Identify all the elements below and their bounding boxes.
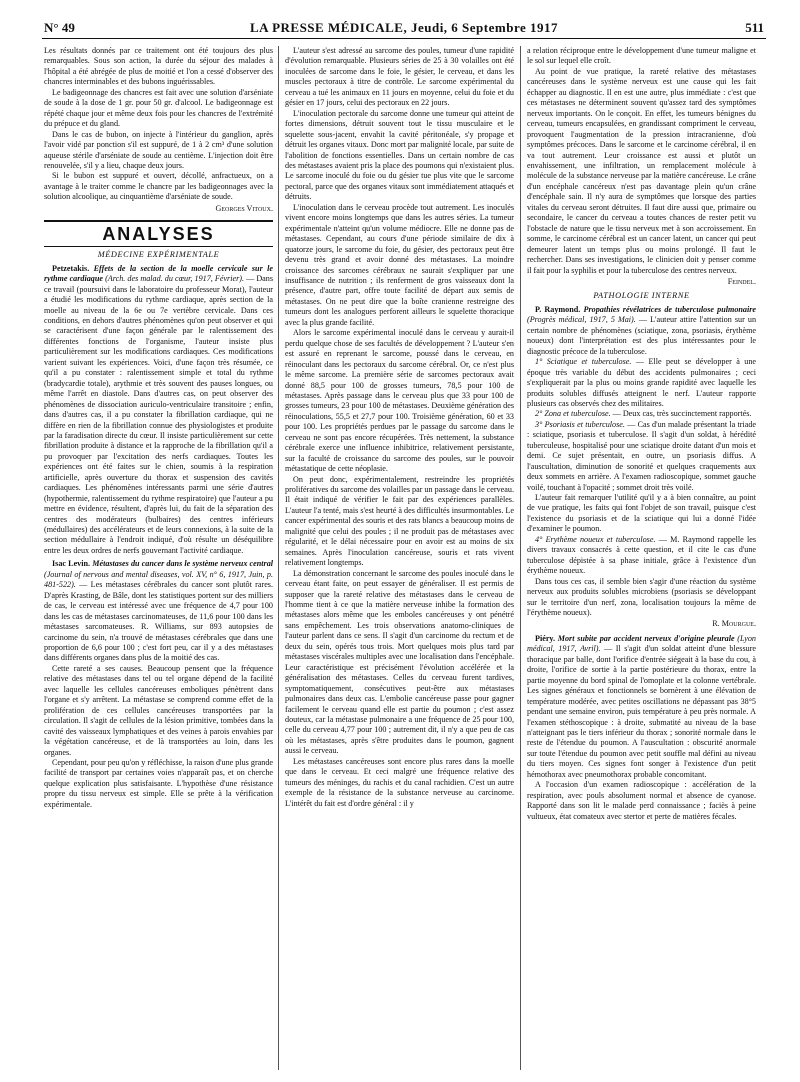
list-item-heading: 2° Zona et tuberculose.: [535, 409, 611, 419]
paragraph: Si le bubon est suppuré et ouvert, décollé, anfractueux, on a avantage à le traiter comme le chancre par les badigeonnages avec la solution alcoolique, au cinquantième d'arséniate de soude.: [44, 171, 273, 202]
abstract-reference: (Lyon médical, 1917, Avril).: [527, 633, 756, 654]
abstract-paragraph: [44, 264, 273, 557]
list-item: [527, 420, 756, 493]
abstract-paragraph: [44, 559, 273, 664]
list-item-text: — M. Raymond rappelle les divers travaux consacrés à cette question, et il cite le cas d'une tuberculose dépistée à sa phase initiale, grâce à l'existence d'un érythème noueux.: [527, 534, 756, 576]
abstract-paragraph: [527, 305, 756, 357]
paragraph: L'inoculation pectorale du sarcome donne une tumeur qui atteint de fortes dimensions, détruit souvent tout le tissu musculaire et le squelette sous-jacent, envahit la cavité péritonéale, s'y propage et détruit les organes vitaux. Donc mort par malignité locale, par suite de l'abolition de fonctions essentielles. Dans un certain nombre de cas des métastases avaient pris la place des poumons qui n'existaient plus. Le sarcome inoculé du foie ou du gésier tue plus vite que le sarcome pectoral, parce que des organes vitaux sont immédiatement attaqués et détruits.: [285, 108, 514, 202]
column-rule-1: [278, 46, 279, 1070]
rubric-heading: PATHOLOGIE INTERNE: [593, 291, 690, 301]
section-header: [44, 220, 273, 247]
paragraph: Alors le sarcome expérimental inoculé dans le cerveau y aurait-il perdu quelque chose de ses facultés de développement ? L'auteur s'en est assuré en reprenant le sarcome, poussé dans le cerveau, en réinoculant dans les pectoraux du sarcome cérébral. Or, ce n'est plus le même sarcome. La première série de sarcomes pectoraux avait donné 88,5 pour 100 de grosses tumeurs, 78,5 pour 100 de métastases. Après passage dans le cerveau plus que 33 pour 100 de grosses tumeurs, 23 pour 100 de métastases. Deuxième génération des réinoculations, 55,5 et 27,7 pour 100. Troisième génération, 60 et 33 pour 100. Les propriétés perdues par le passage du sarcome dans le cerveau ne sont pas encore récupérées. Très nettement, la substance cérébrale exerce une influence inhibitrice, relativement persistante, sur la faculté de croissance du sarcome des poules, sur le pouvoir métastatique de cette néoplasie.: [285, 328, 514, 474]
list-item: [527, 409, 756, 419]
column-3: [527, 46, 756, 1070]
author-signature: R. Mourgue.: [712, 619, 756, 629]
paragraph: a relation réciproque entre le développement d'une tumeur maligne et le sol sur lequel elle croît.: [527, 46, 756, 66]
abstract-body: — Dans ce travail (poursuivi dans le laboratoire du professeur Morat), l'auteur a étudié les modifications du rythme cardiaque, après section de la moelle au niveau de la 6e ou 7e vertèbre cervicale. Dans ces conditions, en dehors d'autres phénomènes qu'on peut observer et qui se caractérisent d'une façon générale par le ralentissement des différentes fonctions de l'organisme, l'auteur insiste plus particulièrement sur les modifications cardiaques. Ces modifications varient suivant les expériences. Voici, d'une façon très résumée, ce qu'il a pu constater : ralentissement simple et total du rythme (bradycardie totale), arythmie et très souvent des pauses longues, ou même l'arrêt en diastole. Dans d'autres cas, on peut observer des phénomènes de dissociation auriculo-ventriculaire transitoire ; enfin, dans d'autres cas, il a pu constater la fibrillation cardiaque, qui ne diffère en rien de la fibrillation connue des physiologistes et produite par la faradisation directe du cœur. Il insiste particulièrement sur cette fibrillation produite à distance et la rapproche de la fibrillation qu'il a pu provoquer par l'excitation des nerfs cardiaques. Toutes les expériences ont été faites sur le chien, soumis à la respiration artificielle, après ouverture du thorax et suspension des cavités cardiaques. Les phénomènes intéressants parmi une série d'autres (hypothermie, ralentissement du rythme respiratoire) que l'auteur a pu mettre en évidence, résultent, d'après lui, du fait de la séparation des centres des modérateurs (bulbaires) des centres inférieurs (médullaires) des accélérateurs et de leurs connexions, à la suite de la section médullaire à l'endroit indiqué, d'où résulte un déséquilibre entre les deux ordres de nerfs gouvernant l'activité cardiaque.: [44, 274, 273, 555]
paragraph: A l'occasion d'un examen radioscopique : accélération de la respiration, avec pouls absolument normal et absence de cyanose. Rapporté dans son lit le malade perd connaissance ; faciès à peine vultueux, état comateux avec stertor et perte de matières fécales.: [527, 780, 756, 821]
abstract-reference: (Arch. des malad. du cœur, 1917, Février).: [105, 274, 244, 284]
section-title: ANALYSES: [102, 224, 215, 245]
paragraph: L'auteur s'est adressé au sarcome des poules, tumeur d'une rapidité d'évolution remarquable. Plusieurs séries de 25 à 30 volailles ont été inoculées de sarcome dans le foie, le gésier, le cerveau, et dans les muscles pectoraux à titre de contrôle. Le sarcome expérimental du cerveau a tué les animaux en 11 jours en moyenne, celui du foie et du gésier en 17 jours, celui des pectoraux en 22 jours.: [285, 46, 514, 108]
author-signature: Georges Vitoux.: [215, 203, 273, 213]
abstract-title: Métastases du cancer dans le système nerveux central: [92, 559, 273, 569]
column-2: [285, 46, 514, 1070]
column-rule-2: [520, 46, 521, 1070]
paragraph: Dans tous ces cas, il semble bien s'agir d'une réaction du système nerveux aux produits solubles microbiens (psoriasis se développant sur le territoire d'un nerf, zona, localisation toujours la même de l'érythème noueux).: [527, 576, 756, 618]
list-item: [527, 535, 756, 577]
paragraph: La démonstration concernant le sarcome des poules inoculé dans le cerveau étant faite, on peut essayer de généraliser. Il est permis de supposer que la rareté relative des métastases dans le cerveau de l'homme tient à ce que la matière nerveuse inhibe la formation des métastases alors même que les emboles cancéreuses y ont pénétré sans empêchement. Les trois observations anatomo-cliniques de l'auteur parlent dans ce sens. Il s'agit d'un carcinome du rectum et de deux du sein, opérés tous trois. Mort quelques mois plus tard par métastases viscérales multiples avec une localisation dans l'encéphale. Leur caractéristique est précisément l'évolution accélérée et la généralisation des métastases. Celles du cerveau furent tardives, symptomatiquement, consécutives peut-être aux métastases pulmonaires dans deux cas. L'embolie cancéreuse passe pour gagner facilement le cerveau quand elle est partie du poumon ; c'est assez douteux, car la métastase pulmonaire a une fréquence de 25 pour 100, celle du cerveau 4,77 pour 100 ; autrement dit, il n'y a que peu de cas où les métastases, après s'être produites dans le poumon, gagnent aussi le cerveau.: [285, 568, 514, 756]
paragraph: Cette rareté a ses causes. Beaucoup pensent que la fréquence relative des métastases dans tel ou tel organe dépend de la facilité avec laquelle les cellules cancéreuses emboliques pénètrent dans l'organe et s'y arrêtent. La métastase se comprend comme effet de la prolifération de ces cellules cancéreuses transportées par la circulation. Il s'agit de cellules de la lésion primitive, tombées dans la cavité des vaisseaux lymphatiques et des veines à parois envahies par la végétation cancéreuse, et de là transportées au loin, dans les organes.: [44, 663, 273, 757]
paragraph: Dans le cas de bubon, on injecte à l'intérieur du ganglion, après l'avoir vidé par ponction s'il est suppuré, de 1 à 2 cm³ d'une solution aqueuse stérile d'arséniate de soude au centième. L'injection doit être renouvelée, s'il y a lieu, chaque deux jours.: [44, 129, 273, 170]
paragraph: L'inoculation dans le cerveau procède tout autrement. Les inoculés vivent encore moins longtemps que dans les autres séries. La tumeur expérimentale n'atteint qu'un volume médiocre. Elle ne donne pas de métastases. Cependant, au cours d'une période similaire de dix à quatorze jours, le sarcome du foie, du gésier, des pectoraux peut être devenu très grand et avoir donné des métastases. La moindre croissance des sarcomes cérébraux ne saurait s'expliquer par une insuffisance de nutrition ; ils renferment de gros vaisseaux dont la présence, d'autre part, offre toute facilité de départ aux semis de métastases. On ne peut dire que la boîte cranienne restreigne des tumeurs dont les analogues perforent ailleurs le squelette thoracique avec la plus grande facilité.: [285, 202, 514, 327]
list-item-heading: 3° Psoriasis et tuberculose.: [535, 419, 625, 429]
paragraph: Les métastases cancéreuses sont encore plus rares dans la moelle que dans le cerveau. Et ceci malgré une fréquence relative des tumeurs des méninges, du rachis et du canal rachidien. C'est un autre exemple de la résistance de la substance nerveuse au carcinome. L'intérêt du fait est d'ordre général : il y: [285, 756, 514, 808]
list-item: [527, 357, 756, 409]
abstract-paragraph: [527, 634, 756, 780]
abstract-author: Petzetakis.: [52, 263, 90, 273]
column-1: [44, 46, 273, 1070]
list-item-text: — Deux cas, très succinctement rapportés.: [612, 409, 752, 419]
abstract-body: — L'auteur attire l'attention sur un certain nombre de phénomènes (sciatique, zona, psoriasis, érythème noueux) dont l'interprétation est des plus intéressantes pour le diagnostic précoce de la tuberculose.: [527, 315, 756, 356]
issue-number: N° 49: [44, 20, 75, 35]
abstract-title: Effets de la section de la moelle cervicale sur le rythme cardiaque: [44, 263, 273, 284]
paragraph: L'auteur fait remarquer l'utilité qu'il y a à bien connaître, au point de vue pratique, les faits qui font l'objet de son travail, puisque c'est l'existence du psoriasis et de la sciatique qui lui a donné l'idée d'examiner le poumon.: [527, 493, 756, 534]
paragraph: Les résultats donnés par ce traitement ont été toujours des plus remarquables. Sous son action, la durée du séjour des malades à l'hôpital a été abrégée de plus de moitié et l'on a cessé d'observer des chancres interminables et des bubons inguérissables.: [44, 46, 273, 87]
paragraph: On peut donc, expérimentalement, restreindre les propriétés prolifératives du sarcome des volailles par un passage dans le cerveau. Il était indiqué de vérifier le fait par des expériences parallèles. L'auteur l'a tenté, mais s'est heurté à des difficultés insurmontables. Le cancer expérimental des souris et des rats blancs a beaucoup moins de malignité que celui des poules ; il ne produit pas de métastases avec régularité, et le délai nécessaire pour en avoir est au moins de six semaines. Après l'inoculation cancéreuse, souris et rats vivent relativement longtemps.: [285, 474, 514, 568]
abstract-author: P. Raymond.: [535, 304, 581, 314]
abstract-reference: (Journal of nervous and mental diseases, vol. XV, n° 6, 1917, Juin, p. 481-522).: [44, 569, 273, 590]
rubric-heading: MÉDECINE EXPÉRIMENTALE: [97, 250, 220, 260]
abstract-title: Mort subite par accident nerveux d'origine pleurale: [557, 633, 735, 643]
paragraph: Le badigeonnage des chancres est fait avec une solution d'arséniate de soude à la dose de 1 gr. pour 50 gr. d'alcool. Le badigeonnage est répété chaque jour et même deux fois pour les chancres de l'extrémité du prépuce et du gland.: [44, 87, 273, 129]
author-signature: Feindel.: [727, 276, 756, 286]
abstract-author: Piéry.: [535, 633, 556, 643]
abstract-body: — Les métastases cérébrales du cancer sont plutôt rares. D'après Krasting, de Bâle, dont les statistiques portent sur des milliers de cas, le cerveau est intéressé avec une fréquence de 4,7 pour 100 dans les cas de métastases carcinomateuses, de 11,6 pour 100 dans les métastases sarcomateuses. R. Williams, sur 893 autopsies de carcinome du sein, n'a trouvé de métastases cérébrales que dans une proportion de 6,6 pour 100 ; c'est fort peu, car il y a des métastases dans différents organes dans plus de la moitié des cas.: [44, 580, 273, 663]
list-item-text: — Elle peut se développer à une époque très variable du début des accidents pulmonaires ; ceci s'expliquerait par la plus ou moins grande rapidité avec laquelle les produits solubles diffusés atteignent le nerf. L'auteur rapporte plusieurs cas observés chez des militaires.: [527, 357, 756, 408]
paragraph: Cependant, pour peu qu'on y réfléchisse, la raison d'une plus grande facilité de transport par certaines voies n'apparaît pas, et on cherche quelque explication plus satisfaisante. L'hypothèse d'une résistance propre du tissu nerveux est simple. Elle se prête à la vérification expérimentale.: [44, 758, 273, 809]
paragraph: Au point de vue pratique, la rareté relative des métastases cancéreuses dans le système nerveux est une cause qui les fait échapper au diagnostic. Il en est une autre, plus immédiate : c'est que ces métastases ne déterminent souvent qu'assez tard des symptômes nerveux importants. On le conçoit. En effet, les tumeurs bénignes du cerveau, tumeurs encapsulées, en grandissant compriment le cerveau, provoquent l'augmentation de la pression intracranienne, d'où symptômes précoces. Dans le sarcome et le carcinome cérébral, il en va tout autrement. Leur croissance est aussi et plutôt un envahissement, une infiltration, un remplacement molécule à molécule de la substance nerveuse par la matière cancéreuse. Le crâne d'un encéphale cancéreux n'est pas davantage plein qu'un crâne d'encéphale sain. Il n'y aura de symptômes que lorsque des parties vitales du cerveau seront détruites. Il faut dire aussi que, primaire ou secondaire, le cancer du cerveau a toutes chances de rester petit vu l'obstacle de nature que le tissu nerveux met à son accroissement. En somme, le carcinome cérébral est un cancer latent, un cancer qui peut demeurer latent un temps plus ou moins prolongé. Il faut le rechercher. Dans ses investigations, le clinicien doit y penser comme il fait pour la syphilis et pour la tuberculose des centres nerveux.: [527, 66, 756, 275]
list-item-text: — Cas d'un malade présentant la triade : sciatique, psoriasis et tuberculose. Il s'agit d'un soldat, à hérédité tuberculeuse, hospitalisé pour une sciatique droite datant d'un mois et demi. Ce sujet présentait, en outre, un psoriasis diffus. A l'auscultation, diminution de sonorité et quelques craquements aux deux sommets en arrière. A l'examen radioscopique, sommet gauche voilé, touchant à l'opacité ; sommet droit très voilé.: [527, 419, 756, 492]
abstract-title: Propathies révélatrices de tuberculose pulmonaire: [583, 304, 756, 314]
page-number: 511: [745, 20, 764, 35]
journal-title-date: LA PRESSE MÉDICALE, Jeudi, 6 Septembre 1917: [249, 20, 558, 35]
abstract-body: — Il s'agit d'un soldat atteint d'une blessure thoracique par balle, dont l'orifice d'entrée siégeait à la base du cou, à droite, l'orifice de sortie à la partie postérieure du thorax, entre la partie moyenne du bord spinal de l'omoplate et la colonne vertébrale. Les signes généraux et fonctionnels se bornèrent à une élévation de température modérée, avec petites oscillations ne dépassant pas 38°5 pendant une semaine environ, puis température à peu près normale. A l'examen stéthoscopique : à droite, submatité au niveau de la base n'atteignant pas le tiers inférieur du thorax ; sonorité normale dans le reste de l'étendue du poumon. A l'auscultation : obscurité anormale sur toute l'étendue du poumon avec petit souffle mal défini au niveau du tiers moyen. Ces signes font songer à l'existence d'un petit hémothorax avec pneumothorax probable concomitant.: [527, 644, 756, 779]
abstract-author: Isac Levin.: [52, 559, 91, 569]
abstract-reference: (Progrès médical, 1917, 5 Mai).: [527, 315, 636, 325]
list-item-heading: 1° Sciatique et tuberculose.: [535, 357, 632, 367]
list-item-heading: 4° Erythème noueux et tuberculose.: [535, 534, 656, 544]
running-header: [42, 18, 766, 39]
